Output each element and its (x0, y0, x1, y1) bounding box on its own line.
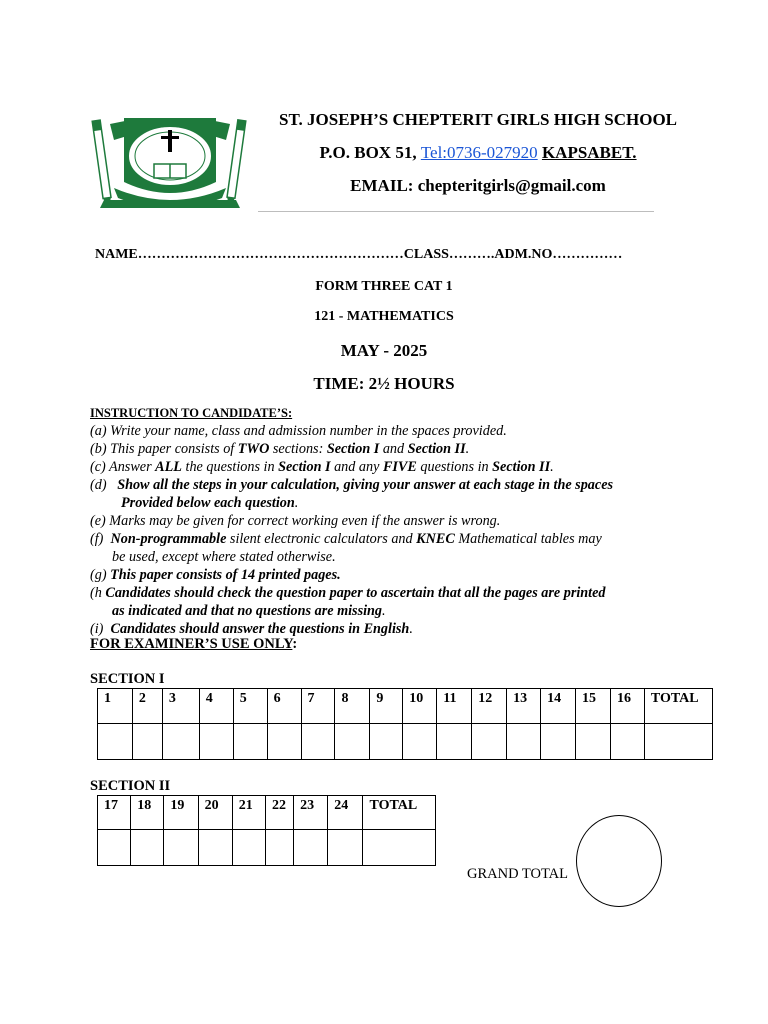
section-1-label: SECTION I (90, 671, 165, 687)
score-header-cell: TOTAL (644, 689, 712, 724)
score-entry-cell[interactable] (132, 724, 162, 760)
score-entry-cell[interactable] (576, 724, 611, 760)
score-header-cell: 11 (437, 689, 472, 724)
exam-cat: FORM THREE CAT 1 (315, 279, 453, 294)
score-entry-cell[interactable] (199, 724, 233, 760)
examiner-heading: FOR EXAMINER’S USE ONLY: (90, 636, 298, 652)
score-entry-cell[interactable] (403, 724, 437, 760)
score-header-cell: 24 (328, 796, 363, 830)
address-prefix: P.O. BOX 51, (319, 143, 417, 162)
instruction-f: (f) Non-programmable silent electronic calculators and KNEC Mathematical tables may (90, 531, 602, 547)
score-header-cell: 20 (198, 796, 232, 830)
school-crest-logo (90, 112, 250, 216)
score-header-cell: 3 (162, 689, 199, 724)
score-header-cell: 16 (610, 689, 644, 724)
score-entry-cell[interactable] (265, 830, 293, 866)
section-2-label: SECTION II (90, 778, 171, 794)
phone-link[interactable]: Tel:0736-027920 (420, 143, 538, 162)
score-header-cell: 1 (98, 689, 133, 724)
instruction-d-cont: Provided below each question. (121, 495, 299, 511)
score-entry-cell[interactable] (541, 724, 576, 760)
instructions-block (90, 404, 690, 638)
school-name: ST. JOSEPH’S CHEPTERIT GIRLS HIGH SCHOOL (278, 110, 678, 129)
score-entry-cell[interactable] (233, 724, 267, 760)
score-header-cell: 9 (370, 689, 403, 724)
grand-total-label: GRAND TOTAL (467, 866, 569, 882)
score-header-cell: 7 (301, 689, 335, 724)
score-header-cell: 12 (472, 689, 507, 724)
instructions-title: INSTRUCTION TO CANDIDATE’S: (90, 406, 293, 420)
score-entry-cell[interactable] (610, 724, 644, 760)
exam-time: TIME: 2½ HOURS (313, 374, 455, 393)
score-entry-cell[interactable] (335, 724, 370, 760)
score-table-header-row (98, 796, 436, 830)
school-email: EMAIL: chepteritgirls@gmail.com (350, 176, 606, 195)
instruction-e: (e) Marks may be given for correct working even if the answer is wrong. (90, 513, 501, 529)
score-entry-cell[interactable] (328, 830, 363, 866)
score-table-header-row (98, 689, 713, 724)
score-header-cell: 8 (335, 689, 370, 724)
score-entry-cell[interactable] (294, 830, 328, 866)
score-header-cell: 10 (403, 689, 437, 724)
town-name: KAPSABET. (541, 143, 637, 162)
header-divider (258, 211, 654, 212)
instruction-h-cont: as indicated and that no questions are missing. (112, 603, 386, 619)
score-table-marks-row (98, 830, 436, 866)
score-entry-cell[interactable] (301, 724, 335, 760)
grand-total-circle[interactable] (576, 815, 662, 907)
score-entry-cell[interactable] (267, 724, 301, 760)
score-entry-cell[interactable] (370, 724, 403, 760)
score-entry-cell[interactable] (472, 724, 507, 760)
score-entry-cell[interactable] (363, 830, 436, 866)
exam-date: MAY - 2025 (340, 341, 428, 360)
instruction-i: (i) Candidates should answer the questions in English. (90, 621, 413, 637)
instruction-b: (b) This paper consists of TWO sections: Section I and Section II. (90, 441, 470, 457)
score-entry-cell[interactable] (98, 724, 133, 760)
score-header-cell: 15 (576, 689, 611, 724)
score-header-cell: 5 (233, 689, 267, 724)
score-header-cell: 14 (541, 689, 576, 724)
score-header-cell: 2 (132, 689, 162, 724)
section-1-score-table (97, 688, 713, 760)
section-2-score-table (97, 795, 436, 866)
score-header-cell: 13 (507, 689, 541, 724)
instruction-g: (g) This paper consists of 14 printed pages. (90, 567, 341, 583)
school-address (258, 143, 698, 163)
instruction-f-cont: be used, except where stated otherwise. (112, 549, 336, 565)
score-header-cell: 18 (131, 796, 164, 830)
score-header-cell: 23 (294, 796, 328, 830)
exam-subject: 121 - MATHEMATICS (314, 309, 454, 324)
score-entry-cell[interactable] (198, 830, 232, 866)
score-entry-cell[interactable] (164, 830, 198, 866)
score-entry-cell[interactable] (437, 724, 472, 760)
score-header-cell: 17 (98, 796, 131, 830)
school-crest-icon (90, 112, 250, 216)
score-header-cell: 21 (232, 796, 265, 830)
score-header-cell: 19 (164, 796, 198, 830)
score-entry-cell[interactable] (232, 830, 265, 866)
score-entry-cell[interactable] (507, 724, 541, 760)
score-entry-cell[interactable] (644, 724, 712, 760)
score-entry-cell[interactable] (131, 830, 164, 866)
score-header-cell: TOTAL (363, 796, 436, 830)
candidate-details-line[interactable]: NAME…………………………………………………CLASS……….ADM.NO…………… (95, 247, 623, 262)
instruction-a: (a) Write your name, class and admission number in the spaces provided. (90, 423, 507, 439)
score-header-cell: 22 (265, 796, 293, 830)
score-header-cell: 6 (267, 689, 301, 724)
instruction-c: (c) Answer ALL the questions in Section I and any FIVE questions in Section II. (90, 459, 554, 475)
instruction-h: (h Candidates should check the question paper to ascertain that all the pages are printed (90, 585, 606, 601)
score-entry-cell[interactable] (98, 830, 131, 866)
score-entry-cell[interactable] (162, 724, 199, 760)
instruction-d: (d) Show all the steps in your calculation, giving your answer at each stage in the spaces (90, 477, 614, 493)
score-table-marks-row (98, 724, 713, 760)
score-header-cell: 4 (199, 689, 233, 724)
